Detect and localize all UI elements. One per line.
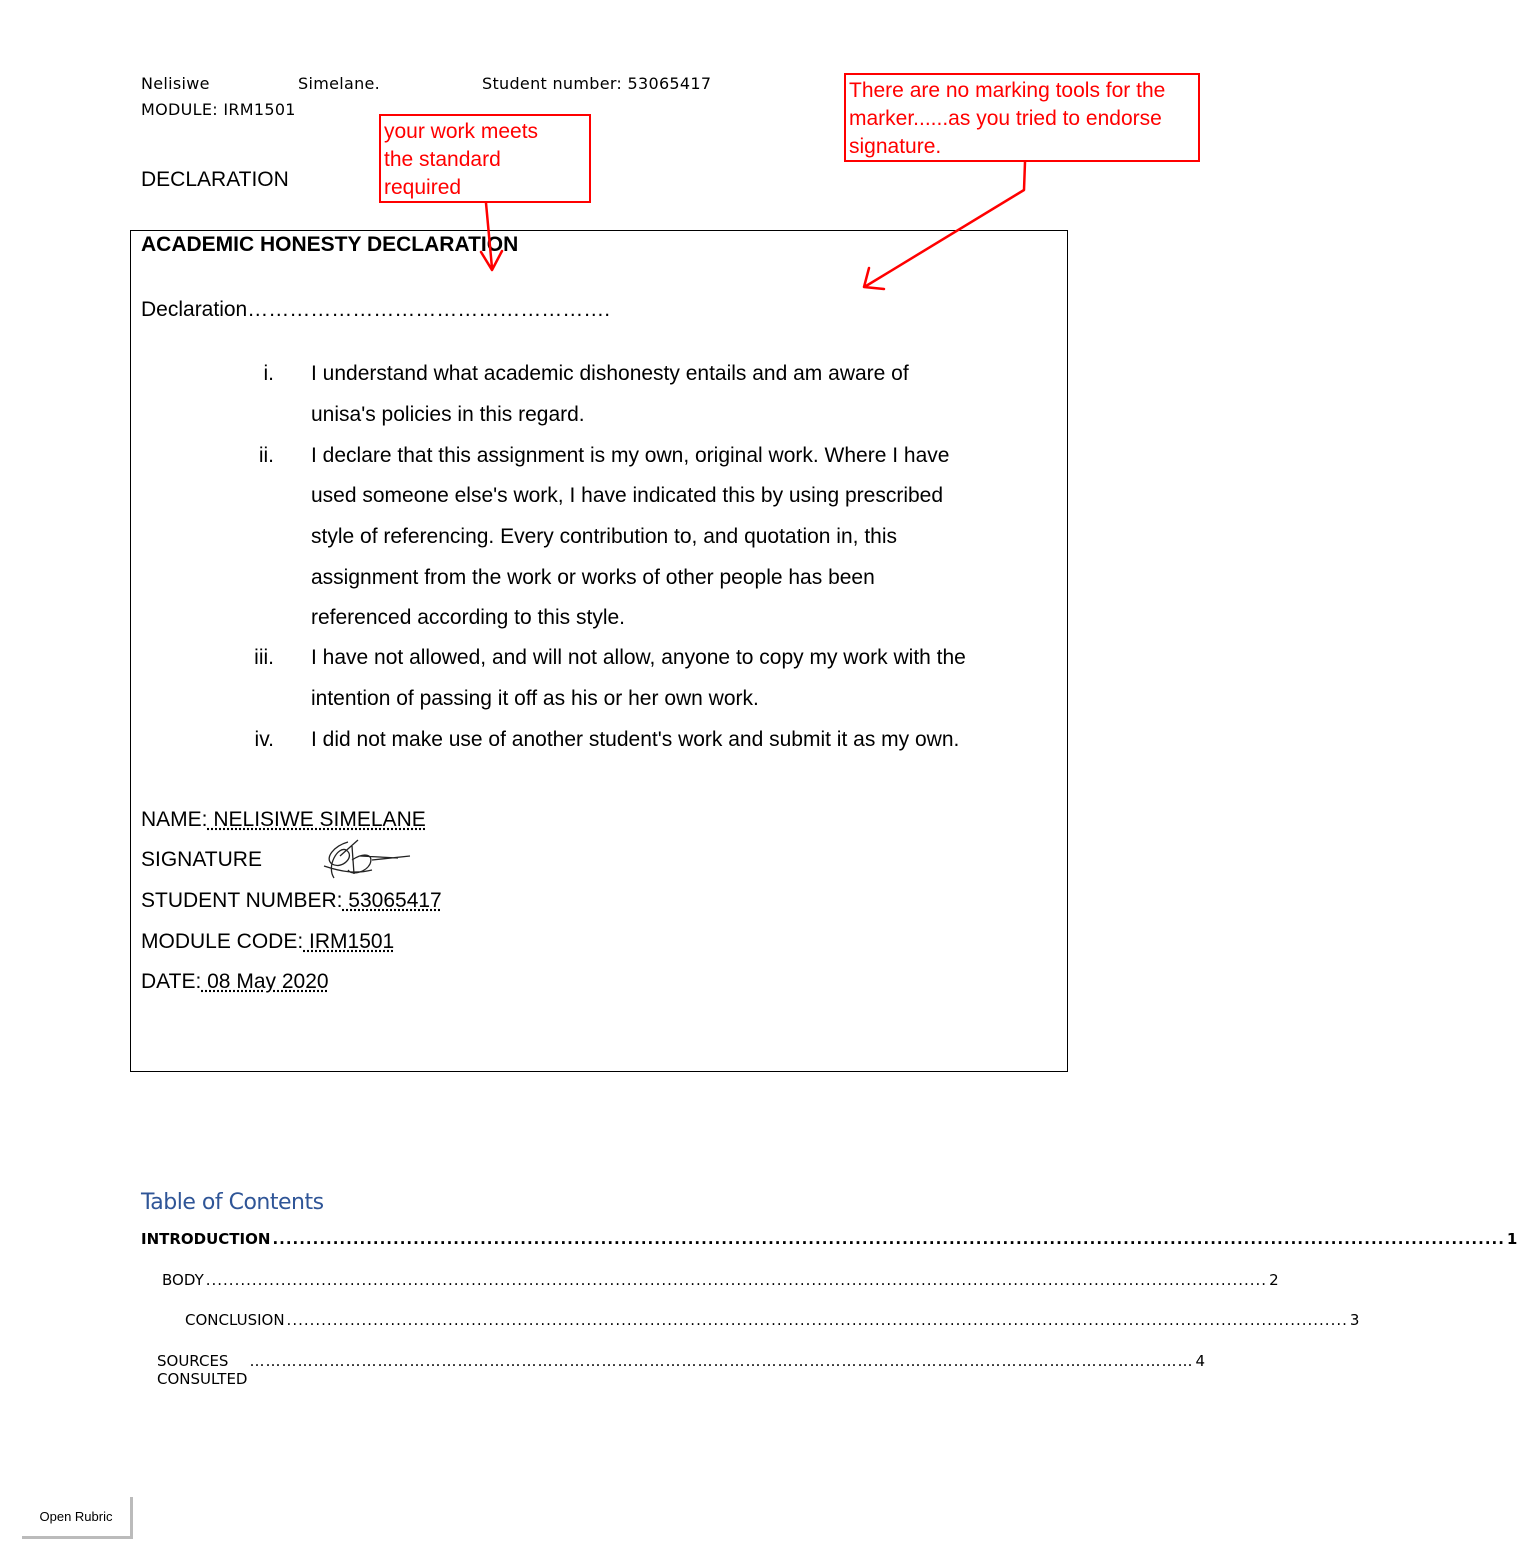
toc-leader: ........................................................................................................................................................................................ xyxy=(286,1311,1348,1329)
student-last-name: Simelane. xyxy=(298,74,381,93)
declaration-line: Declaration……………………………………………. xyxy=(141,298,611,321)
item-number: iv. xyxy=(254,728,274,751)
toc-label: CONCLUSION xyxy=(185,1311,285,1329)
signature-image xyxy=(312,836,416,886)
item-line: I declare that this assignment is my own, original work. Where I have xyxy=(311,444,950,467)
student-number-header: Student number: 53065417 xyxy=(482,74,712,93)
toc-entry-body[interactable] xyxy=(162,1271,1279,1289)
toc-entry-sources[interactable] xyxy=(157,1352,1206,1388)
toc-leader: …………………………………………………………………………………………………………………………………………………………… xyxy=(249,1352,1194,1370)
arrow-to-box xyxy=(864,162,1025,289)
open-rubric-button[interactable]: Open Rubric xyxy=(22,1497,133,1539)
declaration-heading: DECLARATION xyxy=(141,168,289,191)
item-line: I have not allowed, and will not allow, anyone to copy my work with the xyxy=(311,646,966,669)
item-line: I did not make use of another student's work and submit it as my own. xyxy=(311,728,960,751)
date-row xyxy=(141,970,329,994)
date-label: DATE: xyxy=(141,970,202,993)
toc-entry-introduction[interactable] xyxy=(141,1230,1517,1248)
item-line: unisa's policies in this regard. xyxy=(311,403,585,426)
module-header: MODULE: IRM1501 xyxy=(141,100,296,119)
item-line: I understand what academic dishonesty entails and am aware of xyxy=(311,362,909,385)
module-code-value: IRM1501 xyxy=(303,930,395,953)
item-number: ii. xyxy=(258,444,274,467)
toc-page: 1 xyxy=(1506,1230,1517,1248)
comment-line: There are no marking tools for the xyxy=(849,79,1166,102)
toc-leader: ........................................................................................................................................................................................ xyxy=(272,1230,1505,1248)
student-number-value: 53065417 xyxy=(342,889,442,912)
name-value: NELISIWE SIMELANE xyxy=(207,808,426,831)
comment-line: required xyxy=(384,176,462,199)
item-number: i. xyxy=(263,362,274,385)
toc-label: INTRODUCTION xyxy=(141,1230,271,1248)
module-code-row xyxy=(141,930,394,954)
annotation-arrows xyxy=(0,0,1200,320)
item-number: iii. xyxy=(254,646,274,669)
arrow-to-title xyxy=(481,203,502,270)
toc-label: SOURCES CONSULTED xyxy=(157,1352,248,1388)
name-label: NAME: xyxy=(141,808,208,831)
student-first-name: Nelisiwe xyxy=(141,74,210,93)
box-title: ACADEMIC HONESTY DECLARATION xyxy=(141,233,519,256)
item-line: style of referencing. Every contribution to, and quotation in, this xyxy=(311,525,898,548)
toc-label: BODY xyxy=(162,1271,204,1289)
comment-line: marker......as you tried to endorse xyxy=(849,107,1162,130)
item-line: used someone else's work, I have indicated this by using prescribed xyxy=(311,484,944,507)
item-line: assignment from the work or works of other people has been xyxy=(311,566,875,589)
comment-line: your work meets xyxy=(384,120,539,143)
toc-entry-conclusion[interactable] xyxy=(185,1311,1360,1329)
student-number-label: STUDENT NUMBER: xyxy=(141,889,343,912)
comment-line: the standard xyxy=(384,148,501,171)
signature-label: SIGNATURE xyxy=(141,848,262,871)
item-line: referenced according to this style. xyxy=(311,606,625,629)
toc-page: 2 xyxy=(1269,1271,1279,1289)
date-value: 08 May 2020 xyxy=(201,970,329,993)
name-row xyxy=(141,808,426,832)
toc-page: 3 xyxy=(1349,1311,1360,1329)
toc-title: Table of Contents xyxy=(141,1190,324,1215)
comment-line: signature. xyxy=(849,135,942,158)
student-number-row xyxy=(141,889,442,913)
toc-page: 4 xyxy=(1195,1352,1206,1370)
module-code-label: MODULE CODE: xyxy=(141,930,304,953)
toc-leader: ........................................................................................................................................................................................ xyxy=(205,1271,1268,1289)
item-line: intention of passing it off as his or her own work. xyxy=(311,687,759,710)
